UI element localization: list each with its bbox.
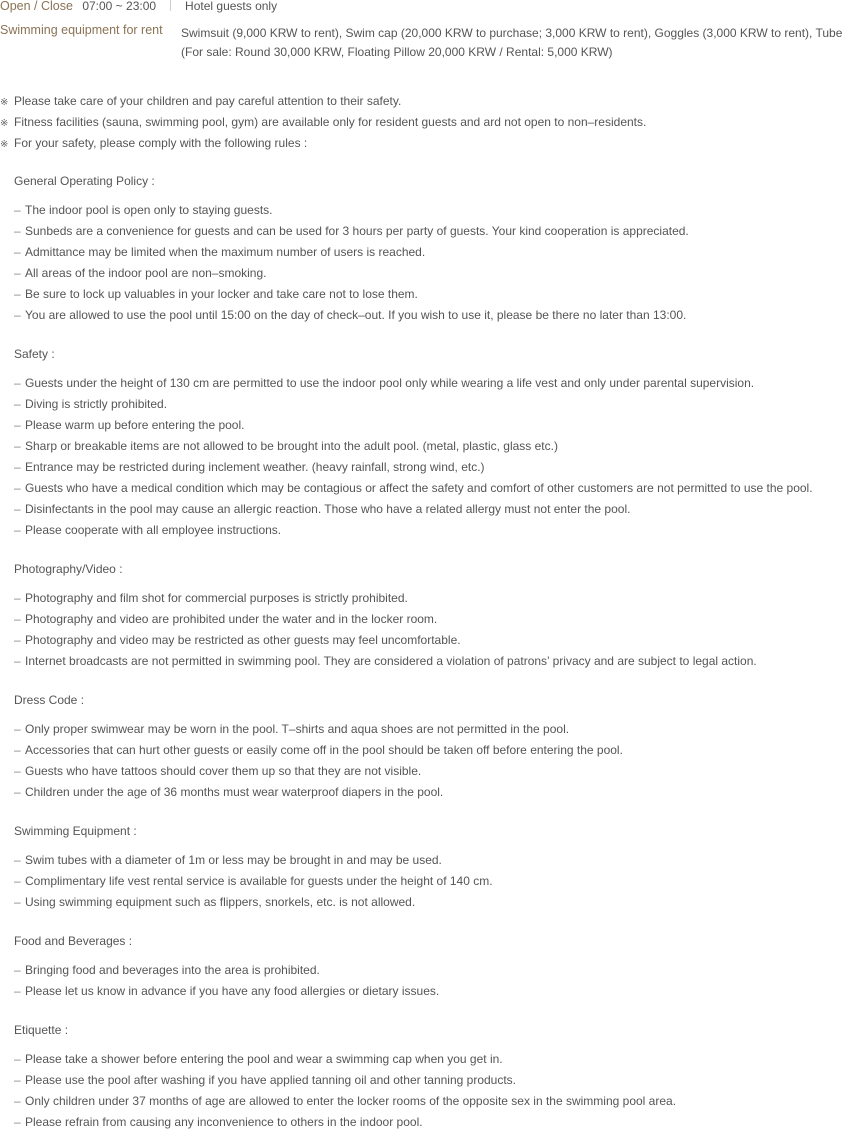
note-item <box>0 137 860 158</box>
rule-item <box>14 377 860 398</box>
dash-bullet-icon: – <box>14 1115 21 1129</box>
note-item <box>0 116 860 137</box>
dash-bullet-icon: – <box>14 785 21 799</box>
rule-item <box>14 723 860 744</box>
section-photography-video <box>14 563 860 676</box>
section-title: Safety : <box>14 347 55 361</box>
dash-bullet-icon: – <box>14 418 21 432</box>
rule-item <box>14 985 860 1006</box>
rule-text: Sunbeds are a convenience for guests and can be used for 3 hours per party of guests. Your kind cooperation is appreciated. <box>25 224 689 238</box>
rule-text: Please refrain from causing any inconvenience to others in the indoor pool. <box>25 1115 423 1129</box>
dash-bullet-icon: – <box>14 633 21 647</box>
rule-item <box>14 225 860 246</box>
reference-mark-icon: ※ <box>0 139 9 150</box>
rule-item <box>14 786 860 807</box>
rule-item <box>14 461 860 482</box>
rule-text: Please use the pool after washing if you have applied tanning oil and other tanning products. <box>25 1073 517 1087</box>
dash-bullet-icon: – <box>14 523 21 537</box>
rule-item <box>14 592 860 613</box>
rule-item <box>14 246 860 267</box>
dash-bullet-icon: – <box>14 203 21 217</box>
dash-bullet-icon: – <box>14 984 21 998</box>
section-title: Dress Code : <box>14 693 85 707</box>
rule-text: All areas of the indoor pool are non–smoking. <box>25 266 267 280</box>
rule-text: The indoor pool is open only to staying guests. <box>25 203 273 217</box>
rule-item <box>14 398 860 419</box>
dash-bullet-icon: – <box>14 502 21 516</box>
rule-item <box>14 655 860 676</box>
dash-bullet-icon: – <box>14 895 21 909</box>
section-dress-code <box>14 694 860 807</box>
note-item <box>0 95 860 116</box>
rule-text: Complimentary life vest rental service is available for guests under the height of 140 cm. <box>25 874 493 888</box>
rule-text: Please warm up before entering the pool. <box>25 418 245 432</box>
rule-text: Entrance may be restricted during inclement weather. (heavy rainfall, strong wind, etc.) <box>25 460 485 474</box>
rule-item <box>14 875 860 896</box>
dash-bullet-icon: – <box>14 1052 21 1066</box>
rule-item <box>14 267 860 288</box>
section-title: Swimming Equipment : <box>14 824 137 838</box>
reference-mark-icon: ※ <box>0 118 9 129</box>
rule-item <box>14 744 860 765</box>
dash-bullet-icon: – <box>14 245 21 259</box>
dash-bullet-icon: – <box>14 224 21 238</box>
rule-text: Internet broadcasts are not permitted in swimming pool. They are considered a violation of patrons’ privacy and are subject to legal action. <box>25 654 757 668</box>
rule-text: You are allowed to use the pool until 15:00 on the day of check–out. If you wish to use it, please be there no later than 13:00. <box>25 308 687 322</box>
rule-text: Please let us know in advance if you have any food allergies or dietary issues. <box>25 984 440 998</box>
rule-item <box>14 524 860 545</box>
dash-bullet-icon: – <box>14 287 21 301</box>
section-food-and-beverages <box>14 935 860 1006</box>
rule-text: Only children under 37 months of age are allowed to enter the locker rooms of the opposite sex in the swimming pool area. <box>25 1094 677 1108</box>
rule-text: Be sure to lock up valuables in your locker and take care not to lose them. <box>25 287 418 301</box>
dash-bullet-icon: – <box>14 743 21 757</box>
section-general-operating-policy <box>14 175 860 330</box>
rental-text: Swimsuit (9,000 KRW to rent), Swim cap (20,000 KRW to purchase; 3,000 KRW to rent), Goggles (3,000 KRW to rent), Tube (For sale: Round 30,000 KRW, Floating Pillow 20,000 KRW / Rental: 5,000 KRW) <box>181 26 843 59</box>
dash-bullet-icon: – <box>14 481 21 495</box>
rule-text: Guests who have a medical condition which may be contagious or affect the safety and comfort of other customers are not permitted to use the pool. <box>25 481 813 495</box>
dash-bullet-icon: – <box>14 308 21 322</box>
rule-item <box>14 634 860 655</box>
open-hours: 07:00 ~ 23:00 <box>82 0 157 13</box>
dash-bullet-icon: – <box>14 397 21 411</box>
dash-bullet-icon: – <box>14 963 21 977</box>
dash-bullet-icon: – <box>14 266 21 280</box>
rule-item <box>14 1074 860 1095</box>
note-text: Fitness facilities (sauna, swimming pool, gym) are available only for resident guests and ard not open to non–residents. <box>14 115 647 129</box>
rule-item <box>14 1053 860 1074</box>
section-title: General Operating Policy : <box>14 174 155 188</box>
rule-text: Children under the age of 36 months must wear waterproof diapers in the pool. <box>25 785 444 799</box>
rule-text: Photography and film shot for commercial purposes is strictly prohibited. <box>25 591 408 605</box>
rule-text: Diving is strictly prohibited. <box>25 397 168 411</box>
rule-item <box>14 288 860 309</box>
rule-text: Sharp or breakable items are not allowed to be brought into the adult pool. (metal, plastic, glass etc.) <box>25 439 558 453</box>
rule-item <box>14 482 860 503</box>
section-safety <box>14 348 860 545</box>
rule-item <box>14 765 860 786</box>
dash-bullet-icon: – <box>14 1073 21 1087</box>
dash-bullet-icon: – <box>14 460 21 474</box>
rule-text: Swim tubes with a diameter of 1m or less may be brought in and may be used. <box>25 853 442 867</box>
hours-note: Hotel guests only <box>185 0 278 13</box>
rule-item <box>14 440 860 461</box>
rule-text: Accessories that can hurt other guests or easily come off in the pool should be taken off before entering the pool. <box>25 743 623 757</box>
rule-text: Guests who have tattoos should cover them up so that they are not visible. <box>25 764 422 778</box>
dash-bullet-icon: – <box>14 612 21 626</box>
section-title: Food and Beverages : <box>14 934 133 948</box>
rule-item <box>14 503 860 524</box>
open-close-label: Open / Close <box>0 0 73 13</box>
section-etiquette <box>14 1024 860 1137</box>
notes-list <box>0 95 860 158</box>
rental-label: Swimming equipment for rent <box>0 23 163 37</box>
rule-item <box>14 1116 860 1137</box>
rule-item <box>14 419 860 440</box>
divider <box>170 0 171 11</box>
rule-text: Only proper swimwear may be worn in the pool. T–shirts and aqua shoes are not permitted in the pool. <box>25 722 570 736</box>
dash-bullet-icon: – <box>14 376 21 390</box>
dash-bullet-icon: – <box>14 722 21 736</box>
rule-item <box>14 204 860 225</box>
rule-text: Using swimming equipment such as flippers, snorkels, etc. is not allowed. <box>25 895 416 909</box>
note-text: For your safety, please comply with the following rules : <box>14 136 308 150</box>
rule-item <box>14 964 860 985</box>
dash-bullet-icon: – <box>14 654 21 668</box>
reference-mark-icon: ※ <box>0 97 9 108</box>
rule-text: Photography and video may be restricted as other guests may feel uncomfortable. <box>25 633 461 647</box>
rule-text: Bringing food and beverages into the area is prohibited. <box>25 963 320 977</box>
rule-text: Admittance may be limited when the maximum number of users is reached. <box>25 245 426 259</box>
rule-text: Guests under the height of 130 cm are permitted to use the indoor pool only while wearing a life vest and only under parental supervision. <box>25 376 755 390</box>
rule-text: Please cooperate with all employee instructions. <box>25 523 282 537</box>
section-title: Etiquette : <box>14 1023 69 1037</box>
note-text: Please take care of your children and pay careful attention to their safety. <box>14 94 402 108</box>
dash-bullet-icon: – <box>14 874 21 888</box>
rule-text: Disinfectants in the pool may cause an allergic reaction. Those who have a related allergy must not enter the pool. <box>25 502 631 516</box>
rule-item <box>14 309 860 330</box>
dash-bullet-icon: – <box>14 439 21 453</box>
hours-row <box>0 0 277 13</box>
rule-item <box>14 1095 860 1116</box>
rule-text: Please take a shower before entering the pool and wear a swimming cap when you get in. <box>25 1052 503 1066</box>
section-title: Photography/Video : <box>14 562 123 576</box>
rule-item <box>14 896 860 917</box>
rule-item <box>14 613 860 634</box>
section-swimming-equipment <box>14 825 860 917</box>
dash-bullet-icon: – <box>14 764 21 778</box>
rule-item <box>14 854 860 875</box>
dash-bullet-icon: – <box>14 591 21 605</box>
rule-text: Photography and video are prohibited under the water and in the locker room. <box>25 612 438 626</box>
dash-bullet-icon: – <box>14 853 21 867</box>
dash-bullet-icon: – <box>14 1094 21 1108</box>
